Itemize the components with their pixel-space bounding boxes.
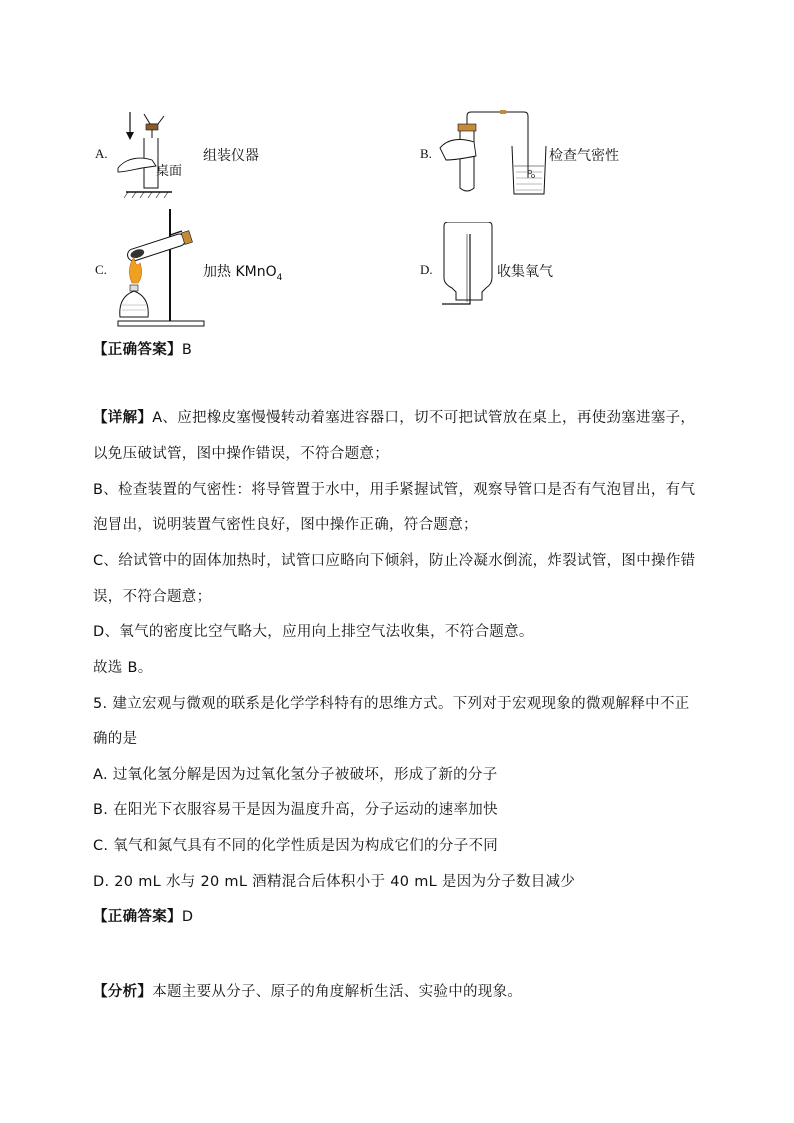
detail-line-4: 泡冒出，说明装置气密性良好，图中操作正确，符合题意； [93,517,478,533]
answer-value-2: D [181,909,194,925]
option-d-label: 收集氧气 [497,264,553,280]
option-c-label: 加热 KMnO$_4$ [203,264,283,283]
detail-line-2: 以免压破试管，图中操作错误，不符合题意； [93,446,389,462]
answer-label: 【正确答案】 [93,342,182,358]
question-5-choice-c: C. 氧气和氮气具有不同的化学性质是因为构成它们的分子不同 [93,838,499,854]
option-b-letter: B. [420,146,432,161]
question-5-choice-d: D. 20 mL 水与 20 mL 酒精混合后体积小于 40 mL 是因为分子数目减少 [93,874,576,890]
option-c-letter: C. [95,262,107,277]
answer-line-1 [93,340,192,360]
figure-c-heat-kmno4 [114,205,206,329]
option-a-label: 组装仪器 [203,148,259,164]
analysis-line: 【分析】本题主要从分子、原子的角度解析生活、实验中的现象。 [93,984,523,1000]
detail-line-1: 【详解】A、应把橡皮塞慢慢转动着塞进容器口，切不可把试管放在桌上，再使劲塞进塞子， [93,410,696,426]
option-d-letter: D. [420,262,433,277]
option-a-table-label: 桌面 [156,164,183,179]
answer-value: B [181,342,193,358]
detail-line-7: D、氧气的密度比空气略大，应用向上排空气法收集，不符合题意。 [93,624,534,640]
analysis-heading: 【分析】 [93,984,153,1000]
figure-a-assemble-apparatus [112,110,187,200]
question-5-stem-1: 5. 建立宏观与微观的联系是化学学科特有的思维方式。下列对于宏观现象的微观解释中不正 [93,696,690,712]
detail-heading: 【详解】 [93,410,153,426]
option-b-label: 检查气密性 [549,148,619,164]
figure-b-check-airtightness [438,108,550,196]
answer-label-2: 【正确答案】 [93,909,182,925]
detail-line-3: B、检查装置的气密性：将导管置于水中，用手紧握试管，观察导管口是否有气泡冒出，有气 [93,482,696,498]
question-5-choice-a: A. 过氧化氢分解是因为过氧化氢分子被破坏，形成了新的分子 [93,767,498,783]
question-5-choice-b: B. 在阳光下衣服容易干是因为温度升高，分子运动的速率加快 [93,802,498,818]
detail-line-6: 误，不符合题意； [93,589,212,605]
detail-line-5: C、给试管中的固体加热时，试管口应略向下倾斜，防止冷凝水倒流，炸裂试管，图中操作错 [93,553,696,569]
figure-d-collect-oxygen [440,222,498,310]
detail-line-8: 故选 B。 [93,660,153,676]
option-a-letter: A. [95,146,108,161]
answer-line-2 [93,907,193,927]
question-5-stem-2: 确的是 [93,731,138,747]
